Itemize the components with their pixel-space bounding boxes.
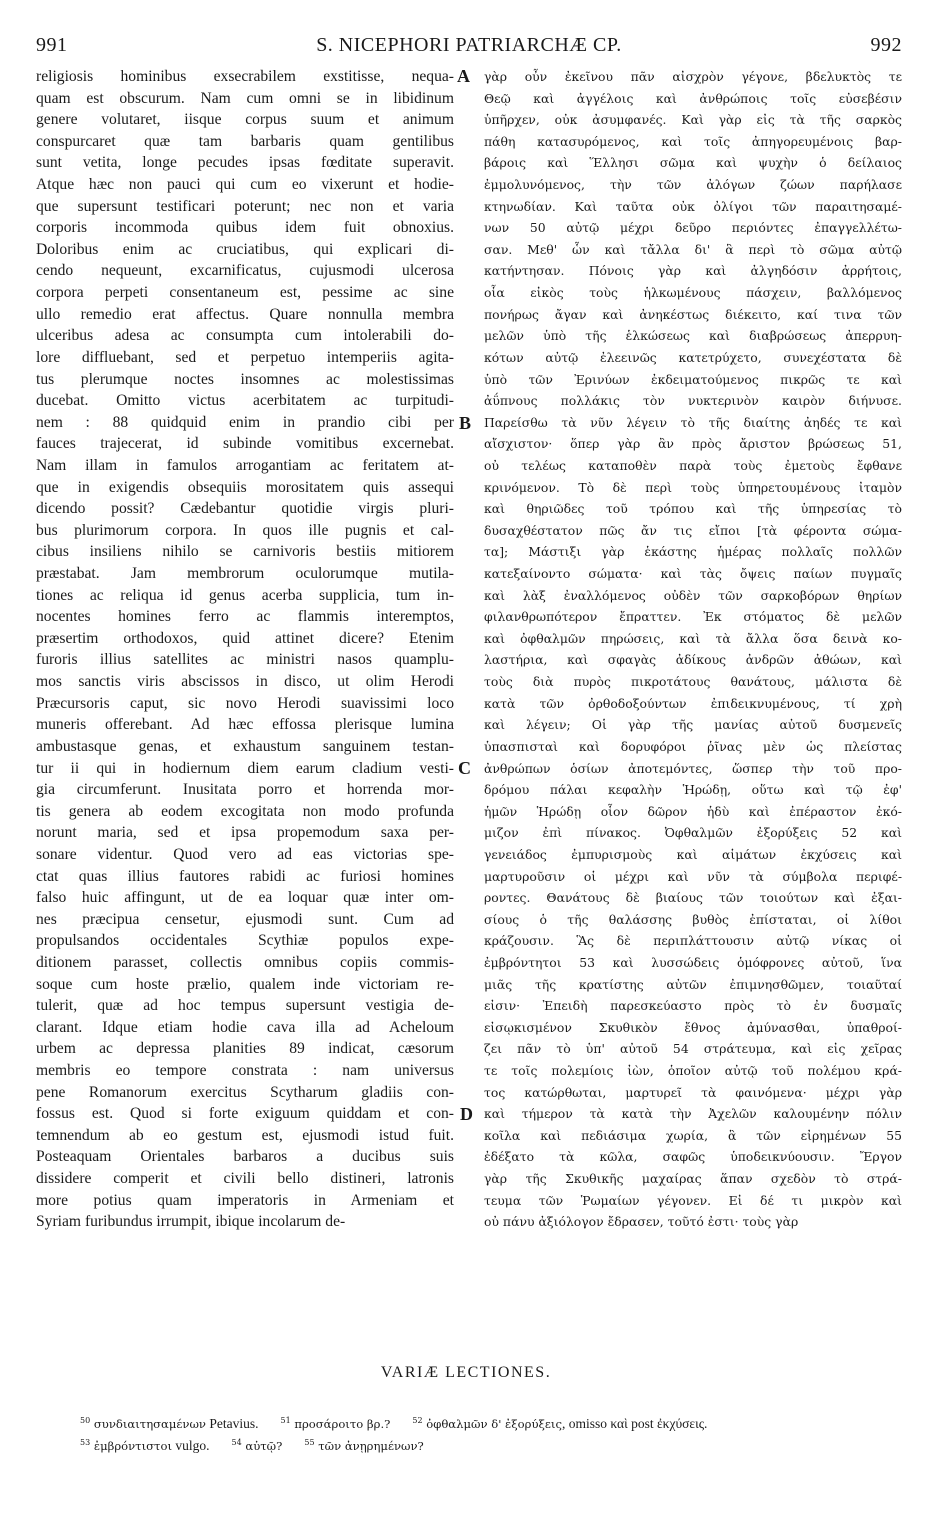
- latin-text-line: que in exigendis obsequiis morositatem quis assequi: [36, 478, 454, 496]
- greek-text-line: καὶ τήμερον τὰ κατὰ τὴν Ἀχελῶν καλουμένην πόλιν: [484, 1106, 902, 1122]
- variant-reading: συνδιαιτησαμένων: [90, 1416, 206, 1431]
- latin-text-line: soque cum hoste prælio, qualem inde victoriam re-: [36, 975, 454, 993]
- greek-text-line: τευμα τῶν Ῥωμαίων γέγονεν. Εἰ δέ τι μικρὸν καὶ: [484, 1192, 902, 1208]
- greek-text-line: φιλανθρωπότερον ἔπραττεν. Ἐκ στόματος δὲ μελῶν: [484, 609, 902, 625]
- variant-source: , omisso καὶ post ἐκχύσεις.: [561, 1415, 708, 1431]
- variae-lectiones-title: VARIÆ LECTIONES.: [380, 1364, 552, 1381]
- note-number: 50: [80, 1416, 91, 1425]
- latin-text-line: bus plurimorum corpora. In quos ille pugnis et cal-: [36, 521, 454, 539]
- greek-column: [484, 66, 902, 1233]
- variae-lectiones: [80, 1410, 910, 1454]
- note-number: 51: [280, 1416, 291, 1425]
- latin-text-line: ambustasque genas, et exhaustum sanguinem testan-: [36, 737, 454, 755]
- greek-text-line: τος κατώρθωται, μαρτυρεῖ τὰ φαινόμενα· μέχρι γὰρ: [484, 1084, 902, 1100]
- latin-text-line: Nam illam in famulos arrogantiam ac feritatem at-: [36, 456, 454, 474]
- greek-text-line: νων 50 αὐτῷ μέχρι δεῦρο περιόντες ἐπαγγελλέτω-: [484, 220, 902, 236]
- latin-text-line: lore diffluebant, sed et perpetuo intemperiis agita-: [36, 348, 454, 366]
- greek-text-line: ἐμμολυνόμενος, τὴν τῶν ἀλόγων ζώων παρήλασε: [484, 177, 902, 193]
- greek-text-line: κατήντησαν. Πόνοις γὰρ καὶ ἀλγηδόσιν ἀρρήτοις,: [484, 263, 902, 279]
- greek-text-line: μαρτυροῦσιν οἱ μέχρι καὶ νῦν τὰ σύμβολα περιφέ-: [484, 868, 902, 884]
- latin-text-line: ullo remedio erat affectus. Quare nonnulla membra: [36, 305, 454, 323]
- latin-text-line: dissidere comperit et civili bello distineri, latronis: [36, 1170, 454, 1188]
- latin-text-line: propulsandos occidentales Scythiæ populos expe-: [36, 932, 454, 950]
- latin-text-line: Atque hæc non pauci qui cum eo vixerunt et hodie-: [36, 176, 454, 194]
- greek-text-line: πάθη κατασυρόμενος, καὶ τοῖς ἀπηγορευμένοις βαρ-: [484, 133, 902, 149]
- greek-text-line: οἷα εἰκὸς τοὺς ἡλκωμένους πάσχειν, βαλλόμενος: [484, 285, 902, 301]
- greek-text-line: σίους ὁ τῆς θαλάσσης βυθὸς ἐπίσταται, οἱ λίθοι: [484, 911, 902, 927]
- latin-text-line: Præcursoris caput, sic novo Herodi suavissimi loco: [36, 694, 454, 712]
- variant-source: Petavius.: [205, 1415, 259, 1431]
- variae-line-1: [80, 1410, 910, 1432]
- latin-text-line: ducebat. Omitto victus acerbitatem ac turpitudi-: [36, 392, 454, 410]
- latin-column: [36, 66, 454, 1233]
- latin-text-line: more potius quam imperatoris in Armeniam et: [36, 1191, 454, 1209]
- latin-text-line: tur ii qui in hodiernum diem earum cladium vesti-: [36, 759, 454, 777]
- variant-note: [304, 1439, 423, 1453]
- greek-text-line: οὐ τελέως καταποθὲν παρὰ τοὺς ἐμετοὺς ἔφθανε: [484, 457, 902, 473]
- greek-text-line: καὶ ὀφθαλμῶν πηρώσεις, καὶ τὰ ἄλλα ὅσα δεινὰ κο-: [484, 630, 902, 646]
- latin-text-line: sunt vetita, longe pecudes ipsas fœditate superavit.: [36, 154, 454, 172]
- greek-text-line: καὶ λὰξ ἐναλλόμενος οὐδὲν τῶν σαρκοβόρων θηρίων: [484, 587, 902, 603]
- latin-text-line: tulerit, quæ ad hoc tempus supersunt vestigia de-: [36, 997, 454, 1015]
- column-number-left: 991: [36, 34, 68, 56]
- greek-text-line: μιᾶς τῆς κρατίστης αὐτῶν ἐπιμνησθῶμεν, τοιαῦταί: [484, 976, 902, 992]
- latin-text-line: mos sanctis viris abscissos in disco, ut olim Herodi: [36, 673, 454, 691]
- greek-text-line: λαστήρια, καὶ σφαγὰς ἀδίκους ἀνδρῶν ἀθώων, καὶ: [484, 652, 902, 668]
- greek-text-line: κτηνωδίαν. Καὶ ταῦτα οὐκ ὀλίγοι τῶν παραιτησαμέ-: [484, 198, 902, 214]
- section-marker-b: B: [459, 413, 472, 433]
- greek-text-line: γενειάδος ἐμπυρισμοὺς καὶ αἱμάτων ἐκχύσεις καὶ: [484, 846, 902, 862]
- latin-text-line: urbem ac depressa planities 89 indicat, cæsorum: [36, 1040, 454, 1058]
- latin-text-line: Posteaquam Orientales barbaros a ducibus suis: [36, 1148, 454, 1166]
- greek-text-line: κατὰ τῶν ὀρθοδοξούντων ἐπιδεικνυμένους, τί χρὴ: [484, 695, 902, 711]
- greek-text-line: κράζουσιν. Ἃς δὲ περιπλάττουσιν αὐτῷ νίκας οἱ: [484, 933, 902, 949]
- greek-text-line: κατεξαίνοντο σώματα· καὶ τὰς ὄψεις παίων πυγμαῖς: [484, 566, 902, 582]
- latin-text-line: sonare videntur. Quod vero ad eas victorias spe-: [36, 845, 454, 863]
- greek-text-line: μιζον ἐπὶ πίνακος. Ὀφθαλμῶν ἐξορύξεις 52 καὶ: [484, 825, 902, 841]
- latin-text-line: cendo nequeunt, excarnificatus, cujusmodi ulcerosa: [36, 262, 454, 280]
- note-number: 52: [412, 1416, 423, 1425]
- greek-text-line: αἴσχιστον· ὅπερ γὰρ ἂν πρὸς ἄριστον βρώσεως 51,: [484, 436, 902, 452]
- latin-text-line: gia circumferunt. Inusitata porro et horrenda mor-: [36, 781, 454, 799]
- variant-note: [412, 1417, 707, 1431]
- column-number-right: 992: [870, 34, 902, 56]
- greek-text-line: ἐμβρόντητοι 53 καὶ λυσσώδεις ὁμόφρονες αὐτοῦ, ἵνα: [484, 954, 902, 970]
- latin-text-line: ctat quas illius fautores rabidi ac furiosi homines: [36, 867, 454, 885]
- latin-text-line: Doloribus enim ac cruciatibus, qui explicari di-: [36, 240, 454, 258]
- greek-text-line: Παρείσθω τὰ νῦν λέγειν τὸ τῆς διαίτης ἀηδές τε καὶ: [484, 414, 902, 430]
- greek-text-line: ζει πᾶν τὸ ὑπ' αὐτοῦ 54 στράτευμα, καὶ εἰς χεῖρας: [484, 1041, 902, 1057]
- latin-text-line: corpora perpeti consentaneum est, pessime ac sine: [36, 284, 454, 302]
- latin-text-line: tiones ac reliqua id genus acerba supplicia, tum in-: [36, 586, 454, 604]
- greek-text-line: γὰρ τῆς Σκυθικῆς μαχαίρας ἅπαν σχεδὸν τὸ στρά-: [484, 1171, 902, 1187]
- greek-text-line: καὶ θηριῶδες τοῦ τρόπου καὶ τῆς ὑπηρεσίας τὸ: [484, 501, 902, 517]
- greek-text-line: δυσαχθέστατον πῶς ἄν τις εἴποι [τὰ φέροντα σώμα-: [484, 522, 902, 538]
- latin-text-line: ditionem parasset, collectis omnibus copiis commis-: [36, 953, 454, 971]
- latin-text-line: norunt maria, sed et ipsa propemodum saxa per-: [36, 824, 454, 842]
- variant-note: [280, 1417, 390, 1431]
- note-number: 55: [304, 1438, 315, 1447]
- greek-text-line: καὶ λέγειν; Οἱ γὰρ τῆς μανίας αὐτοῦ δυσμενεῖς: [484, 717, 902, 733]
- greek-text-line: βάροις καὶ Ἕλλησι σῶμα καὶ ψυχὴν ὁ δείλαιος: [484, 155, 902, 171]
- section-marker-a: A: [457, 66, 470, 86]
- latin-text-line: genere volutaret, iisque corpus suum et animum: [36, 111, 454, 129]
- latin-text-line: nes præcipua censetur, ejusmodi sunt. Cum ad: [36, 910, 454, 928]
- greek-text-line: ὑπασπισταὶ καὶ δορυφόροι ῥῖνας μὲν ὡς πλείστας: [484, 738, 902, 754]
- variant-reading: τῶν ἀνῃρημένων?: [314, 1438, 424, 1453]
- latin-text-line: nocentes homines ferro ac flammis interemptos,: [36, 608, 454, 626]
- variant-reading: προσάροιτο βρ.?: [290, 1416, 391, 1431]
- page-header: [36, 34, 902, 64]
- greek-text-line: πονήρως ἄγαν καὶ ἀνηκέστως διέκειτο, καί τινα τῶν: [484, 306, 902, 322]
- variant-source: vulgo.: [172, 1437, 210, 1453]
- latin-text-line: corporis incommoda quibus idem fuit obnoxius.: [36, 219, 454, 237]
- latin-text-line: clarant. Idque etiam hodie cava illa ad Acheloum: [36, 1018, 454, 1036]
- note-number: 54: [231, 1438, 242, 1447]
- greek-text-line: κότων αὐτῷ ἐλεεινῶς κατετρύχετο, συνεχέστατα δὲ: [484, 349, 902, 365]
- latin-text-line: Syriam furibundus irrumpit, ibique incolarum de-: [36, 1213, 346, 1231]
- greek-text-line: τε τοῖς πολεμίοις ἰὼν, ὁποῖον αὐτῷ τοῦ πολέμου κρά-: [484, 1063, 902, 1079]
- variae-line-2: [80, 1432, 910, 1454]
- section-marker-c: C: [458, 758, 471, 778]
- variant-note: [232, 1439, 283, 1453]
- variant-reading: ἐμβρόντιστοι: [90, 1438, 172, 1453]
- greek-text-line: τα]; Μάστιξι γὰρ ἑκάστης ἡμέρας πολλαῖς πολλῶν: [484, 544, 902, 560]
- greek-text-line: μελῶν ὑπὸ τῆς ἑλκώσεως καὶ διαβρώσεως ἀπερρυη-: [484, 328, 902, 344]
- greek-text-line: τοὺς διὰ πυρὸς πικροτάτους θανάτους, μάλιστα δὲ: [484, 674, 902, 690]
- latin-text-line: falso huic affingunt, ut de ea loquar quæ inter om-: [36, 889, 454, 907]
- latin-text-line: pene Romanorum exercitus Scytharum gladiis con-: [36, 1083, 454, 1101]
- greek-text-line: γὰρ οὖν ἐκεῖνου πᾶν αἰσχρὸν γέγονε, βδελυκτὸς τε: [484, 69, 902, 84]
- latin-text-line: fauces trajecerat, id subinde vomitibus excernebat.: [36, 435, 454, 453]
- latin-text-line: que supersunt testificari poterunt; nec non et varia: [36, 197, 454, 215]
- latin-text-line: membris eo tempore constrata : nam universus: [36, 1062, 454, 1080]
- latin-text-line: temnendum ab eo gestum est, ejusmodi istud fuit.: [36, 1126, 454, 1144]
- latin-text-line: furoris illius satellites ac ministri nasos quamplu-: [36, 651, 454, 669]
- greek-text-line: ἀνθρώπων ὁσίων ἀποτεμόντες, ὥσπερ τὴν τοῦ προ-: [484, 760, 902, 776]
- latin-text-line: præsertim orthodoxos, quid attinet dicere? Etenim: [36, 629, 454, 647]
- greek-text-line: σαν. Μεθ' ὧν καὶ τἄλλα δι' ἃ περὶ τὸ σῶμα αὐτῷ: [484, 241, 902, 257]
- greek-text-line: ἐδέξατο τὰ κῶλα, σαφῶς ὑποδεικνύουσιν. Ἔργον: [484, 1149, 902, 1165]
- variant-reading: αὐτῷ?: [241, 1438, 283, 1453]
- latin-text-line: fossus est. Quod si forte exiguum quiddam et con-: [36, 1105, 454, 1123]
- latin-text-line: ulceribus adesa ac consumpta cum intolerabili do-: [36, 327, 454, 345]
- latin-text-line: tis genera ab eodem excogitata non modo profunda: [36, 802, 454, 820]
- note-number: 53: [80, 1438, 91, 1447]
- greek-text-line: ροντες. Θανάτους δὲ βιαίους τῶν τοιούτων καὶ ἐξαι-: [484, 890, 902, 906]
- latin-text-line: cibus insiliens nihilo se carnivoris bestiis mitiorem: [36, 543, 454, 561]
- variant-note: [80, 1439, 210, 1453]
- greek-text-line: κρινόμενον. Τὸ δὲ περὶ τοὺς ὑπηρετουμένους ἰταμὸν: [484, 479, 902, 495]
- variant-reading: ὀφθαλμῶν δ' ἐξορύξεις: [422, 1416, 562, 1431]
- greek-text-line: εἰσῳκισμένον Σκυθικὸν ἔθνος ἀμύνασθαι, ὑπαθροί-: [484, 1019, 902, 1035]
- latin-text-line: muneris offerebant. Ad hæc effossa plerisque lumina: [36, 716, 454, 734]
- latin-text-line: nem : 88 quidquid enim in prandio cibi per: [36, 413, 454, 431]
- greek-text-line: οὐ πάνυ ἀξιόλογον ἔδρασεν, τοῦτό ἐστι· τοὺς γὰρ: [484, 1214, 799, 1230]
- greek-text-line: ἡμῶν Ἡρώδῃ οἷον δῶρον ἡδὺ καὶ ἐπέραστον ἐκό-: [484, 803, 902, 819]
- latin-text-line: præstabat. Jam membrorum oculorumque mutila-: [36, 565, 454, 583]
- latin-text-line: dicendo possit? Cædebantur quotidie virgis pluri-: [36, 500, 454, 518]
- latin-text-line: tus plerumque noctes insomnes ac molestissimas: [36, 370, 454, 388]
- greek-text-line: ἀΰπνους πολλάκις τὸν νυκτερινὸν καιρὸν διήνυσε.: [484, 393, 902, 409]
- greek-text-line: ὑπῆρχεν, οὐκ ἀσυμφανές. Καὶ γὰρ εἰς τὰ τῆς σαρκὸς: [484, 112, 902, 128]
- greek-text-line: Θεῷ καὶ ἀγγέλοις καὶ ἀνθρώποις τοῖς εὐσεβέσιν: [484, 90, 902, 106]
- greek-text-line: εἰσιν· Ἐπειδὴ παρεσκεύαστο πρὸς τὸ ἐν δυσμαῖς: [484, 998, 902, 1014]
- section-marker-d: D: [460, 1104, 473, 1124]
- latin-text-line: quam est obscurum. Nam cum omni se in libidinum: [36, 89, 454, 107]
- greek-text-line: κοῖλα καὶ πεδιάσιμα χωρία, ἃ τῶν εἰρημένων 55: [484, 1127, 902, 1143]
- greek-text-line: ὑπὸ τῶν Ἐρινύων ἐκδειματούμενος πικρῶς τε καὶ: [484, 371, 902, 387]
- latin-text-line: conspurcaret quæ tam barbaris quam gentilibus: [36, 132, 454, 150]
- running-title: S. NICEPHORI PATRIARCHÆ CP.: [316, 34, 622, 56]
- variant-note: [80, 1417, 258, 1431]
- latin-text-line: religiosis hominibus exsecrabilem exstitisse, nequa-: [36, 68, 454, 85]
- greek-text-line: δρόμου πάλαι κεφαλὴν Ἡρώδῃ, οὕτω καὶ τῷ ἐφ': [484, 782, 902, 798]
